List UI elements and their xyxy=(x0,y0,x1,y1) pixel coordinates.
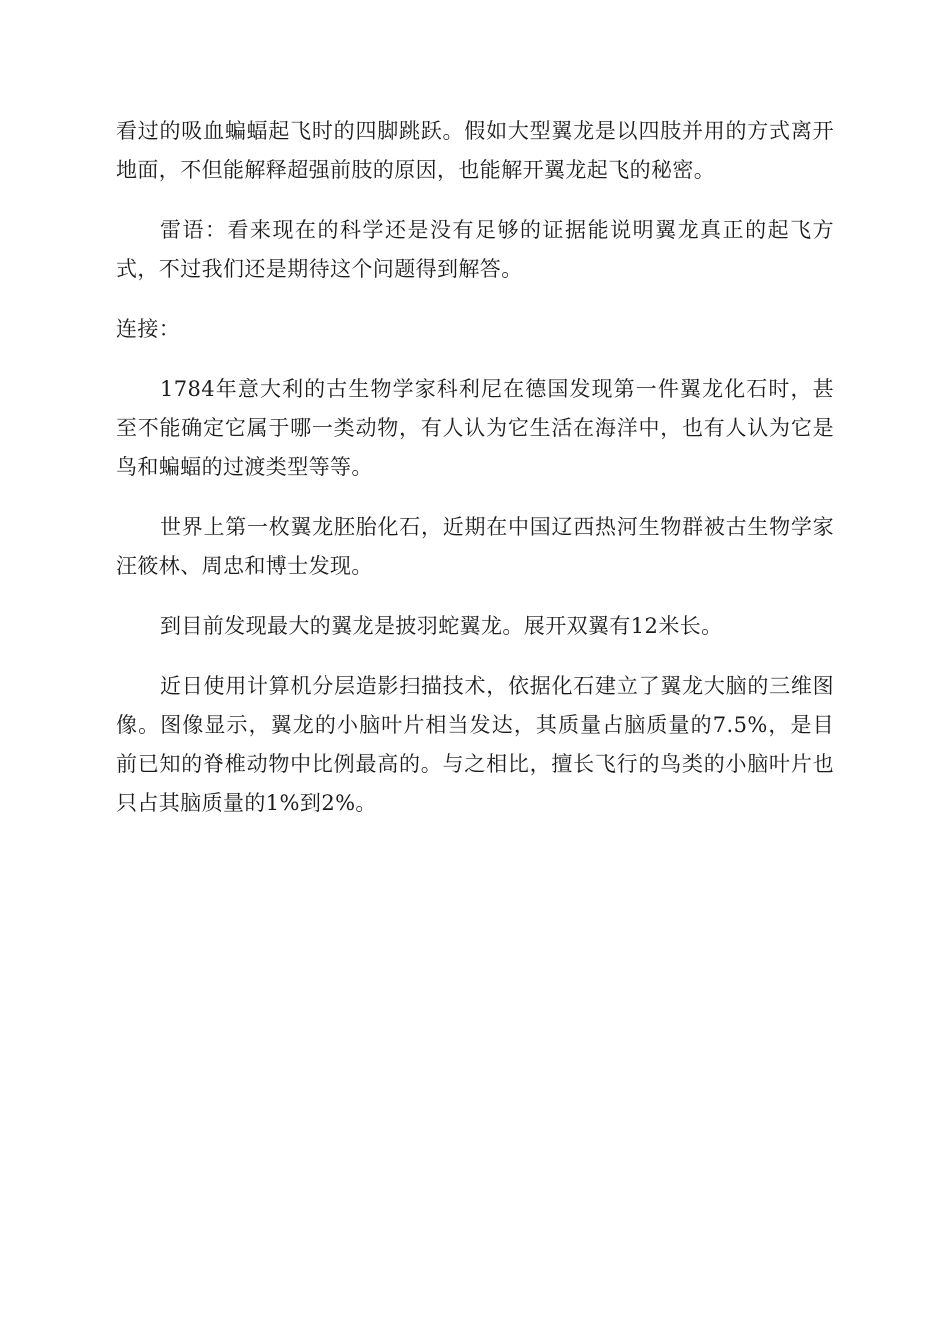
section-heading: 连接： xyxy=(116,317,181,341)
paragraph-largest: 到目前发现最大的翼龙是披羽蛇翼龙。展开双翼有12米长。 xyxy=(160,614,723,638)
paragraph-history: 1784年意大利的古生物学家科利尼在德国发现第一件翼龙化石时，甚至不能确定它属于哪一类动物，有人认为它生活在海洋中，也有人认为它是鸟和蝙蝠的过渡类型等等。 xyxy=(116,377,834,479)
paragraph-continuation: 看过的吸血蝙蝠起飞时的四脚跳跃。假如大型翼龙是以四肢并用的方式离开地面，不但能解释超强前肢的原因，也能解开翼龙起飞的秘密。 xyxy=(116,119,834,182)
document-body xyxy=(116,112,834,844)
paragraph-brain: 近日使用计算机分层造影扫描技术，依据化石建立了翼龙大脑的三维图像。图像显示，翼龙的小脑叶片相当发达，其质量占脑质量的7.5%，是目前已知的脊椎动物中比例最高的。与之相比，擅长飞行的鸟类的小脑叶片也只占其脑质量的1%到2%。 xyxy=(116,674,834,815)
paragraph-commentary: 雷语：看来现在的科学还是没有足够的证据能说明翼龙真正的起飞方式，不过我们还是期待这个问题得到解答。 xyxy=(116,218,834,281)
paragraph-embryo: 世界上第一枚翼龙胚胎化石，近期在中国辽西热河生物群被古生物学家汪筱林、周忠和博士发现。 xyxy=(116,515,834,578)
